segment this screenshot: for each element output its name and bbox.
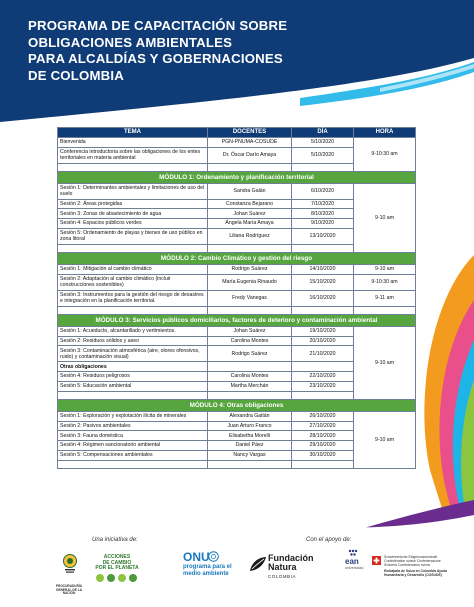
natura-leaf-icon: [248, 555, 268, 573]
cell-docente: Rodrigo Suárez: [208, 264, 292, 274]
module-header-row: [58, 314, 416, 326]
module-header-row: [58, 252, 416, 264]
cell-dia: 19/10/2020: [292, 326, 354, 336]
cell-dia: 13/10/2020: [292, 228, 354, 244]
cell-tema: Bienvenida: [58, 137, 208, 147]
natura-line: Fundación: [268, 553, 314, 563]
cell-hora: 9-10:30 am: [354, 274, 416, 290]
cell-dia: 26/10/2020: [292, 411, 354, 421]
cell-tema: Sesión 1: Mitigación al cambio climático: [58, 264, 208, 274]
cell-docente: Carolina Montes: [208, 372, 292, 382]
title-line: PROGRAMA DE CAPACITACIÓN SOBRE: [28, 18, 288, 33]
cell-docente: Alexandra Gaitán: [208, 411, 292, 421]
procuraduria-label: PROCURADURÍA GENERAL DE LA NACIÓN: [55, 584, 83, 596]
cell-dia: 15/10/2020: [292, 274, 354, 290]
cell-tema: Sesión 3: Contaminación atmosférica (aire, olores ofensivos, ruido) y contaminación visual): [58, 346, 208, 362]
cell-dia: 16/10/2020: [292, 290, 354, 306]
cell-dia: 29/10/2020: [292, 441, 354, 451]
cell-dia: 5/10/2020: [292, 137, 354, 147]
acciones-line: DE CAMBIO: [102, 559, 132, 566]
column-header-docentes: DOCENTES: [208, 128, 292, 138]
cell-dia: 22/10/2020: [292, 372, 354, 382]
cell-tema: Sesión 1: Determinantes ambientales y limitaciones de uso del suelo: [58, 183, 208, 199]
cell-hora: 9-10 am: [354, 264, 416, 274]
cell-tema: Sesión 3: Instrumentos para la gestión del riesgo de desastres e integración en la planificación territorial.: [58, 290, 208, 306]
cell-docente: Carolina Montes: [208, 336, 292, 346]
table-row: [58, 326, 416, 336]
column-header-tema: TEMA: [58, 128, 208, 138]
cell-tema: Sesión 2: Adaptación al cambio climático (incluir construcciones sostenibles): [58, 274, 208, 290]
table-row: [58, 264, 416, 274]
cell-tema: Sesión 2: Áreas protegidas: [58, 199, 208, 209]
cell-tema: Sesión 2: Residuos sólidos y aseo: [58, 336, 208, 346]
cell-dia: 28/10/2020: [292, 431, 354, 441]
module-header-row: [58, 399, 416, 411]
natura-line: Natura: [268, 562, 297, 572]
column-header-dia: DÍA: [292, 128, 354, 138]
onu-subline: medio ambiente: [183, 570, 229, 577]
cell-docente: Sandra Galán: [208, 183, 292, 199]
cell-dia: 30/10/2020: [292, 450, 354, 460]
module-title: MÓDULO 1: Ordenamiento y planificación territorial: [58, 171, 416, 183]
cell-tema: Sesión 4: Espacios públicos verdes: [58, 219, 208, 229]
title-line: OBLIGACIONES AMBIENTALES: [28, 34, 233, 50]
natura-country: COLOMBIA: [268, 574, 296, 579]
cell-hora: 9-11 am: [354, 290, 416, 306]
cell-tema: Otras obligaciones: [58, 362, 208, 372]
table-row: [58, 137, 416, 147]
ean-name: ean: [345, 557, 359, 566]
cell-tema: Sesión 3: Fauna doméstica: [58, 431, 208, 441]
acciones-line: ACCIONES: [103, 554, 131, 560]
cell-dia: 27/10/2020: [292, 421, 354, 431]
cell-docente: [208, 362, 292, 372]
title-line: DE COLOMBIA: [28, 67, 124, 83]
cell-docente: Rodrigo Suárez: [208, 346, 292, 362]
table-row-blank: [58, 306, 416, 314]
cell-tema: Sesión 4: Residuos peligrosos: [58, 372, 208, 382]
cell-tema: Conferencia introductoria sobre las obligaciones de los entes territoriales en materia ambiental: [58, 147, 208, 163]
column-header-hora: HORA: [354, 128, 416, 138]
cell-docente: Daniel Páez: [208, 441, 292, 451]
onu-logo: [183, 551, 232, 577]
cell-dia: 9/10/2020: [292, 219, 354, 229]
procuraduria-seal-icon: [62, 553, 78, 575]
cell-docente: Dr. Óscar Darío Amaya: [208, 147, 292, 163]
cell-dia: 6/10/2020: [292, 183, 354, 199]
ean-sub: universidad: [345, 566, 364, 570]
cell-docente: Martha Merchán: [208, 381, 292, 391]
cell-tema: Sesión 5: Ordenamiento de playas y bienes de uso público en zona litoral: [58, 228, 208, 244]
cell-hora: 9-10:30 am: [354, 137, 416, 171]
cell-tema: Sesión 5: Compensaciones ambientales: [58, 450, 208, 460]
support-label: Con el apoyo de:: [306, 537, 352, 543]
table-header-row: [58, 128, 416, 138]
cell-docente: PGN-PNUMA-COSUDE: [208, 137, 292, 147]
cell-docente: Constanza Bejarano: [208, 199, 292, 209]
ean-logo: [345, 557, 363, 570]
swiss-cooperation-logo: [384, 555, 454, 577]
title-line: PARA ALCALDÍAS Y GOBERNACIONES: [28, 51, 283, 66]
onu-name: ONU: [183, 550, 210, 564]
cell-tema: Sesión 1: Exploración y explotación ilícita de minerales: [58, 411, 208, 421]
onu-subline: programa para el: [183, 564, 232, 570]
cell-docente: Johan Suárez: [208, 209, 292, 219]
cell-docente: Ángela María Amaya: [208, 219, 292, 229]
cell-docente: Johan Suárez: [208, 326, 292, 336]
swiss-subtext: Embajada de Suiza en Colombia Ayuda Humanitaria y Desarrollo (COSUDE): [384, 569, 448, 577]
swiss-text: Schweizerische Eidgenossenschaft Confédération suisse Confederazione Svizzera Confederaziun svizra: [384, 555, 441, 567]
cell-tema: Sesión 4: Régimen sancionatorio ambiental: [58, 441, 208, 451]
cell-hora: 9-10 am: [354, 183, 416, 252]
cell-dia: 8/10/2020: [292, 209, 354, 219]
cell-dia: 5/10/2020: [292, 147, 354, 163]
cell-tema: Sesión 3: Zonas de abastecimiento de agua: [58, 209, 208, 219]
module-title: MÓDULO 4: Otras obligaciones: [58, 399, 416, 411]
cell-tema: Sesión 1: Acueducto, alcantarillado y vertimientos.: [58, 326, 208, 336]
cell-dia: 21/10/2020: [292, 346, 354, 362]
cell-dia: 7/10/2020: [292, 199, 354, 209]
cell-dia: 23/10/2020: [292, 381, 354, 391]
cell-docente: Nancy Vargas: [208, 450, 292, 460]
cell-docente: Fredy Vanegas: [208, 290, 292, 306]
cell-docente: Liliana Rodríguez: [208, 228, 292, 244]
cell-tema: Sesión 5: Educación ambiental: [58, 381, 208, 391]
cell-dia: 20/10/2020: [292, 336, 354, 346]
swiss-flag-icon: [372, 556, 381, 565]
acciones-logo: [95, 555, 139, 586]
module-title: MÓDULO 3: Servicios públicos domiciliarios, factores de deterioro y contaminación ambiental: [58, 314, 416, 326]
module-title: MÓDULO 2: Cambio Climático y gestión del riesgo: [58, 252, 416, 264]
table-row: [58, 411, 416, 421]
cell-docente: María Eugenia Rinaudo: [208, 274, 292, 290]
acciones-icons: [95, 572, 139, 584]
cell-tema: Sesión 2: Pasivos ambientales: [58, 421, 208, 431]
cell-dia: 14/10/2020: [292, 264, 354, 274]
acciones-line: POR EL PLANETA: [95, 565, 139, 572]
table-row: [58, 183, 416, 199]
cell-docente: Juan Arturo Franco: [208, 421, 292, 431]
schedule-table: [57, 127, 416, 469]
cell-hora: 9-10 am: [354, 411, 416, 468]
fundacion-natura-logo: [268, 554, 314, 581]
table-row: [58, 274, 416, 290]
cell-hora: 9-10 am: [354, 326, 416, 399]
table-row: [58, 290, 416, 306]
module-header-row: [58, 171, 416, 183]
schedule-table-container: [57, 127, 415, 469]
cell-docente: Elisabetha Morelli: [208, 431, 292, 441]
cell-dia: [292, 362, 354, 372]
initiative-label: Una iniciativa de:: [92, 537, 138, 543]
